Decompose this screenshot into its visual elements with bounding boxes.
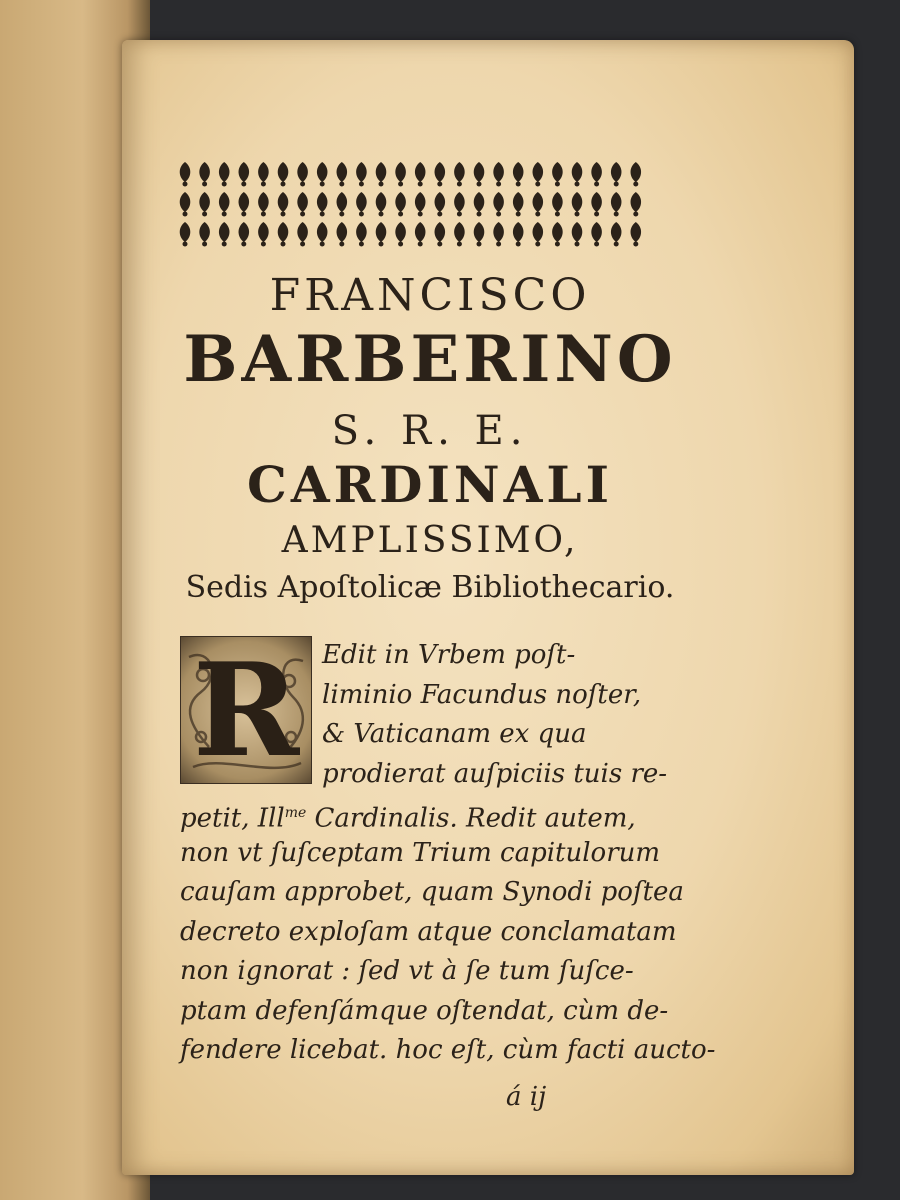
fleuron-leaf	[513, 192, 524, 212]
fleuron-dot	[535, 242, 540, 247]
fleuron-dot	[477, 242, 482, 247]
fleuron-dot	[202, 182, 207, 187]
fleuron-dot	[555, 242, 560, 247]
fleuron-dot	[555, 212, 560, 217]
fleuron-dot	[516, 212, 521, 217]
fleuron-leaf	[337, 162, 348, 182]
fleuron-leaf	[631, 222, 642, 242]
fleuron-dot	[437, 182, 442, 187]
body-line: cauſam approbet, quam Synodi poſtea	[180, 877, 684, 907]
fleuron-dot	[183, 212, 188, 217]
fleuron-leaf	[631, 192, 642, 212]
fleuron-leaf	[552, 162, 563, 182]
fleuron-dot	[614, 242, 619, 247]
fleuron-leaf	[297, 162, 308, 182]
fleuron-dot	[300, 182, 305, 187]
title-line-6: Sedis Apoſtolicæ Bibliothecario.	[185, 570, 675, 605]
fleuron-dot	[183, 182, 188, 187]
fleuron-dot	[261, 242, 266, 247]
fleuron-leaf	[317, 192, 328, 212]
fleuron-leaf	[415, 192, 426, 212]
fleuron-dot	[633, 212, 638, 217]
fleuron-dot	[633, 182, 638, 187]
fleuron-leaf	[474, 222, 485, 242]
fleuron-dot	[320, 242, 325, 247]
fleuron-dot	[575, 212, 580, 217]
body-line: Edit in Vrbem poſt-	[322, 640, 576, 670]
body-paragraph	[180, 636, 716, 1071]
body-line: prodierat auſpiciis tuis re-	[322, 758, 668, 789]
body-line: fendere licebat. hoc eſt, cùm facti aucto-	[180, 1035, 716, 1065]
fleuron-dot	[535, 212, 540, 217]
fleuron-leaf	[395, 192, 406, 212]
fleuron-leaf	[239, 222, 250, 242]
fleuron-border-ornament	[175, 158, 655, 248]
fleuron-dot	[437, 212, 442, 217]
fleuron-leaf	[258, 222, 269, 242]
fleuron-dot	[457, 212, 462, 217]
fleuron-leaf	[258, 192, 269, 212]
fleuron-leaf	[435, 162, 446, 182]
fleuron-leaf	[337, 222, 348, 242]
fleuron-leaf	[513, 162, 524, 182]
fleuron-dot	[437, 242, 442, 247]
fleuron-leaf	[493, 162, 504, 182]
fleuron-leaf	[278, 222, 289, 242]
signature-mark: á ij	[506, 1082, 547, 1112]
fleuron-leaf	[454, 162, 465, 182]
fleuron-leaf	[631, 162, 642, 182]
fleuron-leaf	[474, 162, 485, 182]
title-line-3: S. R. E.	[331, 408, 529, 454]
fleuron-dot	[359, 242, 364, 247]
fleuron-dot	[614, 182, 619, 187]
fleuron-leaf	[356, 162, 367, 182]
drop-cap-letter: R	[192, 636, 300, 786]
fleuron-leaf	[552, 222, 563, 242]
fleuron-leaf	[552, 192, 563, 212]
fleuron-leaf	[513, 222, 524, 242]
fleuron-leaf	[317, 162, 328, 182]
fleuron-dot	[339, 182, 344, 187]
title-line-2: BARBERINO	[183, 322, 677, 397]
fleuron-leaf	[435, 222, 446, 242]
fleuron-dot	[320, 212, 325, 217]
fleuron-dot	[477, 212, 482, 217]
fleuron-leaf	[356, 222, 367, 242]
fleuron-leaf	[199, 162, 210, 182]
fleuron-dot	[281, 182, 286, 187]
fleuron-dot	[575, 182, 580, 187]
fleuron-dot	[418, 182, 423, 187]
fleuron-dot	[516, 182, 521, 187]
fleuron-dot	[398, 182, 403, 187]
fleuron-leaf	[278, 162, 289, 182]
fleuron-leaf	[180, 162, 191, 182]
fleuron-leaf	[572, 192, 583, 212]
fleuron-dot	[379, 212, 384, 217]
fleuron-dot	[496, 182, 501, 187]
fleuron-dot	[457, 182, 462, 187]
fleuron-leaf	[454, 222, 465, 242]
fleuron-leaf	[611, 162, 622, 182]
fleuron-dot	[339, 242, 344, 247]
fleuron-leaf	[199, 222, 210, 242]
fleuron-leaf	[219, 192, 230, 212]
fleuron-dot	[222, 242, 227, 247]
fleuron-leaf	[180, 192, 191, 212]
fleuron-leaf	[376, 192, 387, 212]
body-line: ptam defenſámque oſtendat, cùm de-	[180, 995, 669, 1026]
fleuron-leaf	[493, 192, 504, 212]
fleuron-leaf	[376, 222, 387, 242]
fleuron-dot	[614, 212, 619, 217]
fleuron-dot	[300, 242, 305, 247]
fleuron-leaf	[591, 192, 602, 212]
title-line-1: FRANCISCO	[269, 270, 591, 321]
fleuron-dot	[633, 242, 638, 247]
fleuron-leaf	[219, 162, 230, 182]
fleuron-dot	[477, 182, 482, 187]
fleuron-dot	[594, 242, 599, 247]
fleuron-dot	[300, 212, 305, 217]
fleuron-leaf	[435, 192, 446, 212]
fleuron-leaf	[239, 192, 250, 212]
fleuron-leaf	[533, 162, 544, 182]
fleuron-dot	[516, 242, 521, 247]
fleuron-dot	[575, 242, 580, 247]
fleuron-leaf	[376, 162, 387, 182]
fleuron-dot	[241, 242, 246, 247]
fleuron-leaf	[474, 192, 485, 212]
fleuron-leaf	[278, 192, 289, 212]
fleuron-leaf	[337, 192, 348, 212]
body-line: petit, Ill$^{me}$ Cardinalis. Redit autem,	[180, 803, 636, 834]
fleuron-leaf	[611, 222, 622, 242]
fleuron-leaf	[258, 162, 269, 182]
fleuron-leaf	[572, 222, 583, 242]
fleuron-dot	[222, 182, 227, 187]
fleuron-dot	[496, 242, 501, 247]
fleuron-leaf	[533, 192, 544, 212]
fleuron-dot	[183, 242, 188, 247]
fleuron-dot	[241, 182, 246, 187]
fleuron-dot	[202, 242, 207, 247]
fleuron-leaf	[591, 222, 602, 242]
fleuron-dot	[359, 182, 364, 187]
fleuron-leaf	[611, 192, 622, 212]
fleuron-leaf	[180, 222, 191, 242]
fleuron-dot	[555, 182, 560, 187]
body-line: non ignorat : ſed vt à ſe tum ſuſce-	[180, 956, 634, 986]
fleuron-dot	[496, 212, 501, 217]
fleuron-leaf	[297, 192, 308, 212]
fleuron-dot	[594, 212, 599, 217]
fleuron-dot	[281, 242, 286, 247]
body-line: decreto exploſam atque conclamatam	[180, 916, 677, 947]
fleuron-dot	[379, 242, 384, 247]
fleuron-dot	[398, 242, 403, 247]
fleuron-leaf	[297, 222, 308, 242]
fleuron-leaf	[572, 162, 583, 182]
fleuron-dot	[339, 212, 344, 217]
body-line: non vt ſuſceptam Trium capitulorum	[180, 837, 661, 868]
fleuron-dot	[418, 242, 423, 247]
fleuron-dot	[320, 182, 325, 187]
fleuron-dot	[261, 182, 266, 187]
fleuron-leaf	[239, 162, 250, 182]
fleuron-dot	[261, 212, 266, 217]
fleuron-leaf	[533, 222, 544, 242]
fleuron-dot	[418, 212, 423, 217]
fleuron-dot	[398, 212, 403, 217]
fleuron-leaf	[415, 162, 426, 182]
title-line-5: AMPLISSIMO,	[281, 520, 579, 561]
body-line: liminio Facundus noſter,	[322, 679, 642, 710]
fleuron-dot	[281, 212, 286, 217]
fleuron-leaf	[493, 222, 504, 242]
fleuron-leaf	[199, 192, 210, 212]
fleuron-leaf	[395, 162, 406, 182]
fleuron-leaf	[356, 192, 367, 212]
body-line: & Vaticanam ex qua	[322, 719, 587, 749]
title-line-4: CARDINALI	[247, 455, 613, 514]
fleuron-dot	[594, 182, 599, 187]
fleuron-leaf	[415, 222, 426, 242]
fleuron-leaf	[317, 222, 328, 242]
fleuron-dot	[359, 212, 364, 217]
fleuron-leaf	[454, 192, 465, 212]
fleuron-dot	[457, 242, 462, 247]
fleuron-dot	[241, 212, 246, 217]
fleuron-dot	[535, 182, 540, 187]
fleuron-leaf	[395, 222, 406, 242]
fleuron-dot	[379, 182, 384, 187]
fleuron-dot	[202, 212, 207, 217]
fleuron-leaf	[591, 162, 602, 182]
fleuron-dot	[222, 212, 227, 217]
fleuron-leaf	[219, 222, 230, 242]
